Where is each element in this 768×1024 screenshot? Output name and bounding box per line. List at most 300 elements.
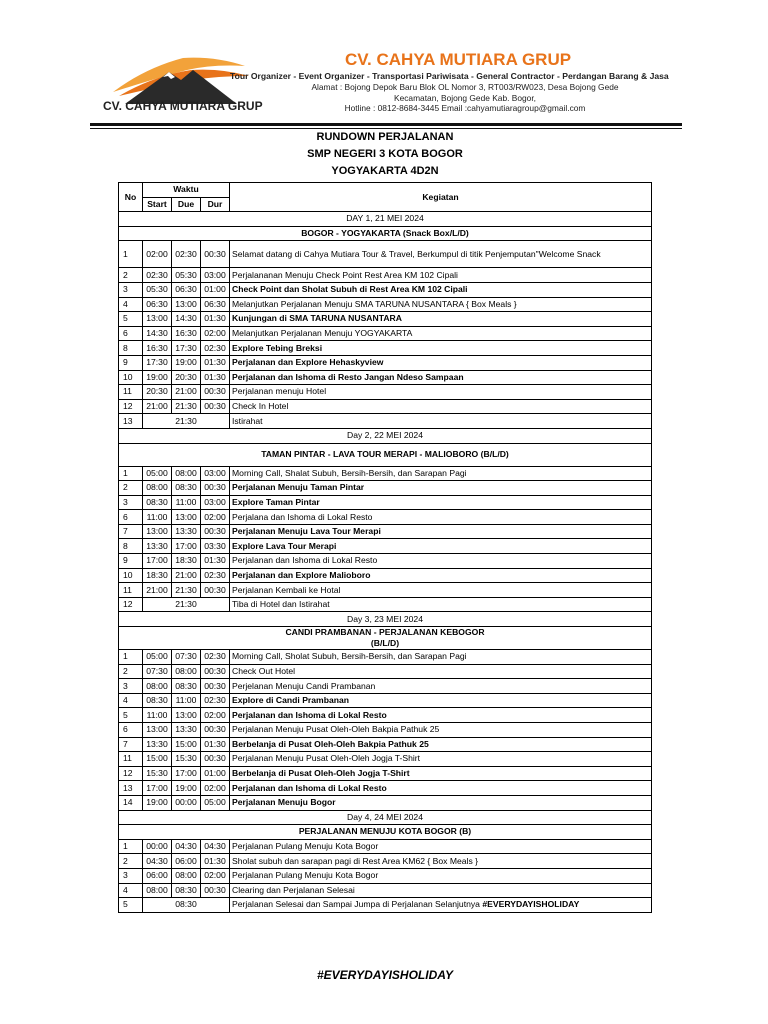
row-number: 10 — [119, 568, 143, 583]
footer-hashtag: #EVERYDAYISHOLIDAY — [316, 968, 454, 982]
row-dur: 02:30 — [201, 568, 230, 583]
row-start: 04:30 — [143, 854, 172, 869]
route-text: PERJALANAN MENUJU KOTA BOGOR (B) — [298, 826, 472, 837]
row-activity — [230, 268, 652, 283]
row-start: 02:00 — [143, 241, 172, 268]
row-number: 8 — [119, 341, 143, 356]
day-header-row — [119, 612, 652, 627]
row-start: 07:30 — [143, 664, 172, 679]
row-activity — [230, 854, 652, 869]
row-start: 13:00 — [143, 524, 172, 539]
activity-text: Melanjutkan Perjalanan Menuju SMA TARUNA NUSANTARA { Box Meals } — [232, 298, 517, 309]
day-header-row — [119, 810, 652, 825]
row-number: 2 — [119, 854, 143, 869]
table-row — [119, 282, 652, 297]
row-start: 17:30 — [143, 355, 172, 370]
row-dur: 00:30 — [201, 664, 230, 679]
row-number: 12 — [119, 766, 143, 781]
activity-text: Perjalanan Pulang Menuju Kota Bogor — [232, 870, 379, 881]
activity-text: Perjalanan menuju Hotel — [232, 386, 327, 397]
row-due: 02:30 — [172, 241, 201, 268]
table-row — [119, 737, 652, 752]
col-waktu: Waktu — [143, 183, 230, 198]
row-number: 6 — [119, 510, 143, 525]
row-number: 13 — [119, 414, 143, 429]
row-dur: 03:30 — [201, 539, 230, 554]
route-row — [119, 226, 652, 241]
table-row — [119, 583, 652, 598]
row-start: 05:00 — [143, 650, 172, 665]
row-due: 13:00 — [172, 297, 201, 312]
table-row — [119, 708, 652, 723]
activity-text: Istirahat — [232, 415, 263, 426]
row-due: 17:30 — [172, 341, 201, 356]
row-activity — [230, 481, 652, 496]
row-dur: 00:30 — [201, 723, 230, 738]
row-due: 16:30 — [172, 326, 201, 341]
day-header-row — [119, 212, 652, 227]
row-number: 6 — [119, 326, 143, 341]
row-number: 13 — [119, 781, 143, 796]
activity-text: Perjalanan Menuju Bogor — [232, 797, 336, 808]
row-number: 11 — [119, 752, 143, 767]
activity-text: Perjalanan dan Ishoma di Resto Jangan Ndeso Sampaan — [232, 371, 464, 382]
route-label — [119, 443, 652, 466]
row-number: 11 — [119, 385, 143, 400]
row-start: 08:30 — [143, 693, 172, 708]
table-row — [119, 495, 652, 510]
letterhead — [95, 44, 675, 124]
day-label: DAY 1, 21 MEI 2024 — [119, 212, 652, 227]
row-activity — [230, 752, 652, 767]
activity-text: Check Point dan Sholat Subuh di Rest Area KM 102 Cipali — [232, 284, 468, 295]
logo-name: CV. CAHYA MUTIARA GRUP — [103, 99, 263, 113]
row-start: 14:30 — [143, 326, 172, 341]
row-activity — [230, 737, 652, 752]
day-label: Day 3, 23 MEI 2024 — [119, 612, 652, 627]
address-line: Alamat : Bojong Depok Baru Blok OL Nomor 3, RT003/RW023, Desa Bojong Gede — [311, 82, 619, 92]
table-row — [119, 693, 652, 708]
row-number: 14 — [119, 795, 143, 810]
row-due: 04:30 — [172, 839, 201, 854]
table-row — [119, 341, 652, 356]
row-number: 11 — [119, 583, 143, 598]
row-activity — [230, 282, 652, 297]
table-row — [119, 414, 652, 429]
activity-text: Perjalanan Kembali ke Hotal — [232, 584, 341, 595]
row-dur: 02:00 — [201, 708, 230, 723]
table-row — [119, 312, 652, 327]
row-number: 5 — [119, 898, 143, 913]
row-dur: 00:30 — [201, 752, 230, 767]
activity-text: Explore di Candi Prambanan — [232, 695, 349, 706]
row-start: 18:30 — [143, 568, 172, 583]
table-row — [119, 297, 652, 312]
activity-text: Explore Tebing Breksi — [232, 342, 323, 353]
row-dur: 01:00 — [201, 766, 230, 781]
row-dur: 03:00 — [201, 268, 230, 283]
table-row — [119, 752, 652, 767]
route-label — [119, 825, 652, 840]
row-dur: 02:00 — [201, 326, 230, 341]
row-dur: 01:30 — [201, 737, 230, 752]
row-activity — [230, 839, 652, 854]
table-row — [119, 326, 652, 341]
row-number: 2 — [119, 268, 143, 283]
row-due: 05:30 — [172, 268, 201, 283]
row-due: 18:30 — [172, 554, 201, 569]
row-time: 21:30 — [143, 597, 230, 612]
table-row — [119, 839, 652, 854]
row-due: 06:30 — [172, 282, 201, 297]
activity-text: Melanjutkan Perjalanan Menuju YOGYAKARTA — [232, 328, 413, 339]
col-no: No — [119, 183, 143, 212]
table-row — [119, 795, 652, 810]
row-activity — [230, 297, 652, 312]
row-due: 19:00 — [172, 781, 201, 796]
row-start: 05:30 — [143, 282, 172, 297]
row-number: 8 — [119, 539, 143, 554]
row-activity — [230, 795, 652, 810]
col-dur: Dur — [201, 197, 230, 212]
row-start: 15:30 — [143, 766, 172, 781]
row-start: 11:00 — [143, 708, 172, 723]
row-start: 21:00 — [143, 583, 172, 598]
table-row — [119, 510, 652, 525]
activity-text: Perjalanan Selesai dan Sampai Jumpa di Perjalanan Selanjutnya — [232, 899, 480, 910]
row-activity — [230, 466, 652, 481]
table-row — [119, 481, 652, 496]
row-start: 15:00 — [143, 752, 172, 767]
activity-text: Perjalananan Menuju Check Point Rest Area KM 102 Cipali — [232, 269, 458, 280]
row-due: 13:00 — [172, 510, 201, 525]
activity-text: Selamat datang di Cahya Mutiara Tour & Travel, Berkumpul di titik Penjemputan"Welcome Snack — [232, 248, 601, 259]
activity-hashtag: #EVERYDAYISHOLIDAY — [482, 899, 580, 910]
row-number: 5 — [119, 312, 143, 327]
row-start: 08:00 — [143, 883, 172, 898]
row-due: 07:30 — [172, 650, 201, 665]
table-row — [119, 568, 652, 583]
activity-text: Explore Taman Pintar — [232, 496, 320, 507]
activity-text: Perjalanan dan Ishoma di Lokal Resto — [232, 555, 378, 566]
activity-text: Perjalanan dan Explore Hehaskyview — [232, 357, 384, 368]
row-activity — [230, 370, 652, 385]
row-number: 9 — [119, 554, 143, 569]
activity-text: Clearing dan Perjalanan Selesai — [232, 884, 355, 895]
activity-text: Morning Call, Sholat Subuh, Bersih-Bersih, dan Sarapan Pagi — [232, 651, 467, 662]
row-dur: 05:00 — [201, 795, 230, 810]
row-due: 15:00 — [172, 737, 201, 752]
row-due: 13:00 — [172, 708, 201, 723]
row-activity — [230, 524, 652, 539]
row-due: 08:00 — [172, 868, 201, 883]
row-number: 3 — [119, 495, 143, 510]
route-label — [119, 627, 652, 650]
table-row — [119, 355, 652, 370]
row-due: 21:30 — [172, 583, 201, 598]
row-number: 7 — [119, 524, 143, 539]
row-due: 00:00 — [172, 795, 201, 810]
row-activity — [230, 708, 652, 723]
row-dur: 06:30 — [201, 297, 230, 312]
row-number: 2 — [119, 481, 143, 496]
row-activity — [230, 693, 652, 708]
row-time: 21:30 — [143, 414, 230, 429]
row-start: 08:00 — [143, 679, 172, 694]
row-start: 08:30 — [143, 495, 172, 510]
row-dur: 01:30 — [201, 355, 230, 370]
row-due: 13:30 — [172, 723, 201, 738]
route-row — [119, 443, 652, 466]
table-row — [119, 385, 652, 400]
row-activity — [230, 679, 652, 694]
row-start: 13:00 — [143, 723, 172, 738]
row-start: 13:30 — [143, 539, 172, 554]
row-dur: 02:30 — [201, 693, 230, 708]
row-activity — [230, 766, 652, 781]
row-activity — [230, 883, 652, 898]
table-row — [119, 241, 652, 268]
table-row — [119, 854, 652, 869]
row-start: 00:00 — [143, 839, 172, 854]
table-row — [119, 664, 652, 679]
row-number: 10 — [119, 370, 143, 385]
row-due: 21:00 — [172, 568, 201, 583]
row-due: 21:30 — [172, 399, 201, 414]
activity-text: Perjalanan Menuju Pusat Oleh-Oleh Jogja T-Shirt — [232, 753, 421, 764]
row-number: 1 — [119, 241, 143, 268]
row-start: 13:30 — [143, 737, 172, 752]
activity-text: Perjalanan dan Ishoma di Lokal Resto — [232, 709, 387, 720]
route-meals: (B/L/D) — [370, 638, 400, 649]
row-dur: 00:30 — [201, 883, 230, 898]
row-dur: 00:30 — [201, 583, 230, 598]
row-dur: 00:30 — [201, 679, 230, 694]
row-activity — [230, 385, 652, 400]
row-start: 06:00 — [143, 868, 172, 883]
row-activity — [230, 597, 652, 612]
table-row — [119, 723, 652, 738]
row-dur: 01:00 — [201, 282, 230, 297]
row-activity — [230, 241, 652, 268]
row-dur: 00:30 — [201, 524, 230, 539]
row-due: 11:00 — [172, 495, 201, 510]
activity-text: Berbelanja di Pusat Oleh-Oleh Jogja T-Shirt — [232, 768, 410, 779]
row-due: 17:00 — [172, 766, 201, 781]
route-text: TAMAN PINTAR - LAVA TOUR MERAPI - MALIOBORO (B/L/D) — [261, 449, 509, 459]
row-start: 17:00 — [143, 554, 172, 569]
row-start: 08:00 — [143, 481, 172, 496]
row-number: 7 — [119, 737, 143, 752]
table-row — [119, 370, 652, 385]
row-number: 4 — [119, 297, 143, 312]
row-activity — [230, 414, 652, 429]
table-row — [119, 868, 652, 883]
row-due: 17:00 — [172, 539, 201, 554]
row-dur: 00:30 — [201, 481, 230, 496]
day-label: Day 4, 24 MEI 2024 — [119, 810, 652, 825]
col-kegiatan: Kegiatan — [230, 183, 652, 212]
row-activity — [230, 898, 652, 913]
row-time: 08:30 — [143, 898, 230, 913]
row-activity — [230, 723, 652, 738]
activity-text: Tiba di Hotel dan Istirahat — [232, 599, 330, 610]
company-name: CV. CAHYA MUTIARA GRUP — [345, 50, 572, 69]
route-row — [119, 627, 652, 650]
row-dur: 00:30 — [201, 385, 230, 400]
activity-text: Perjalanan Pulang Menuju Kota Bogor — [232, 841, 379, 852]
row-due: 14:30 — [172, 312, 201, 327]
row-activity — [230, 539, 652, 554]
company-services: Tour Organizer - Event Organizer - Transportasi Pariwisata - General Contractor - Perdangan Barang & Jasa — [230, 71, 669, 81]
table-row — [119, 597, 652, 612]
row-number: 4 — [119, 883, 143, 898]
row-activity — [230, 312, 652, 327]
table-row — [119, 766, 652, 781]
row-start: 13:00 — [143, 312, 172, 327]
row-start: 11:00 — [143, 510, 172, 525]
row-start: 02:30 — [143, 268, 172, 283]
activity-text: Perjalanan Menuju Pusat Oleh-Oleh Bakpia Pathuk 25 — [232, 724, 440, 735]
row-number: 12 — [119, 399, 143, 414]
row-start: 19:00 — [143, 795, 172, 810]
activity-text: Kunjungan di SMA TARUNA NUSANTARA — [232, 313, 402, 324]
row-dur: 02:00 — [201, 781, 230, 796]
row-number: 9 — [119, 355, 143, 370]
row-number: 2 — [119, 664, 143, 679]
activity-text: Perjalanan dan Ishoma di Lokal Resto — [232, 782, 387, 793]
rundown-table — [118, 182, 652, 913]
row-dur: 00:30 — [201, 399, 230, 414]
route-text: BOGOR - YOGYAKARTA (Snack Box/L/D) — [301, 228, 469, 239]
row-activity — [230, 781, 652, 796]
row-number: 3 — [119, 868, 143, 883]
row-start: 21:00 — [143, 399, 172, 414]
row-due: 08:00 — [172, 664, 201, 679]
header-rule-thin — [90, 128, 682, 129]
row-due: 19:00 — [172, 355, 201, 370]
activity-text: Check In Hotel — [232, 401, 289, 412]
row-start: 16:30 — [143, 341, 172, 356]
table-row — [119, 268, 652, 283]
table-row — [119, 898, 652, 913]
row-dur: 01:30 — [201, 854, 230, 869]
row-activity — [230, 510, 652, 525]
row-dur: 02:30 — [201, 650, 230, 665]
table-row — [119, 524, 652, 539]
activity-text: Perjalanan Menuju Taman Pintar — [232, 482, 365, 493]
row-number: 1 — [119, 839, 143, 854]
row-number: 6 — [119, 723, 143, 738]
route-label — [119, 226, 652, 241]
row-number: 3 — [119, 282, 143, 297]
row-activity — [230, 583, 652, 598]
row-number: 5 — [119, 708, 143, 723]
col-due: Due — [172, 197, 201, 212]
table-row — [119, 883, 652, 898]
row-due: 08:00 — [172, 466, 201, 481]
doc-subtitle-destination: YOGYAKARTA 4D2N — [331, 165, 439, 177]
route-text: CANDI PRAMBANAN - PERJALANAN KEBOGOR — [285, 627, 485, 638]
row-activity — [230, 868, 652, 883]
row-dur: 01:30 — [201, 554, 230, 569]
row-activity — [230, 650, 652, 665]
row-dur: 03:00 — [201, 495, 230, 510]
row-due: 21:00 — [172, 385, 201, 400]
activity-text: Check Out Hotel — [232, 665, 296, 676]
row-activity — [230, 355, 652, 370]
row-number: 3 — [119, 679, 143, 694]
table-row — [119, 650, 652, 665]
row-activity — [230, 568, 652, 583]
row-start: 20:30 — [143, 385, 172, 400]
row-dur: 02:30 — [201, 341, 230, 356]
row-number: 12 — [119, 597, 143, 612]
activity-text: Berbelanja di Pusat Oleh-Oleh Bakpia Pathuk 25 — [232, 738, 429, 749]
row-dur: 01:30 — [201, 312, 230, 327]
row-dur: 02:00 — [201, 868, 230, 883]
row-start: 06:30 — [143, 297, 172, 312]
row-dur: 02:00 — [201, 510, 230, 525]
address-line: Kecamatan, Bojong Gede Kab. Bogor, — [393, 92, 536, 103]
activity-text: Sholat subuh dan sarapan pagi di Rest Area KM62 { Box Meals } — [232, 855, 479, 866]
company-address — [275, 82, 655, 114]
row-start: 17:00 — [143, 781, 172, 796]
day-label: Day 2, 22 MEI 2024 — [119, 428, 652, 443]
row-due: 06:00 — [172, 854, 201, 869]
doc-subtitle-school: SMP NEGERI 3 KOTA BOGOR — [307, 148, 463, 160]
table-row — [119, 399, 652, 414]
table-row — [119, 539, 652, 554]
row-activity — [230, 664, 652, 679]
row-due: 11:00 — [172, 693, 201, 708]
address-line: Hotline : 0812-8684-3445 Email :cahyamutiaragroup@gmail.com — [344, 103, 586, 113]
row-due: 08:30 — [172, 883, 201, 898]
header-rule — [90, 123, 682, 126]
activity-text: Perjalanan Menuju Lava Tour Merapi — [232, 526, 381, 537]
row-due: 13:30 — [172, 524, 201, 539]
row-activity — [230, 326, 652, 341]
row-activity — [230, 495, 652, 510]
activity-text: Explore Lava Tour Merapi — [232, 540, 337, 551]
row-dur: 03:00 — [201, 466, 230, 481]
row-dur: 01:30 — [201, 370, 230, 385]
row-due: 20:30 — [172, 370, 201, 385]
activity-text: Perjelanan Menuju Candi Prambanan — [232, 680, 376, 691]
route-row — [119, 825, 652, 840]
row-due: 08:30 — [172, 481, 201, 496]
row-dur: 04:30 — [201, 839, 230, 854]
table-row — [119, 466, 652, 481]
col-start: Start — [143, 197, 172, 212]
activity-text: Perjalana dan Ishoma di Lokal Resto — [232, 511, 373, 522]
row-number: 1 — [119, 650, 143, 665]
row-number: 4 — [119, 693, 143, 708]
doc-title: RUNDOWN PERJALANAN — [316, 131, 454, 143]
row-dur: 00:30 — [201, 241, 230, 268]
table-row — [119, 781, 652, 796]
activity-text: Perjalanan dan Explore Malioboro — [232, 569, 371, 580]
day-header-row — [119, 428, 652, 443]
activity-text: Morning Call, Shalat Subuh, Bersih-Bersih, dan Sarapan Pagi — [232, 467, 467, 478]
row-number: 1 — [119, 466, 143, 481]
row-start: 19:00 — [143, 370, 172, 385]
row-due: 08:30 — [172, 679, 201, 694]
row-start: 05:00 — [143, 466, 172, 481]
table-row — [119, 679, 652, 694]
row-activity — [230, 341, 652, 356]
row-activity — [230, 399, 652, 414]
